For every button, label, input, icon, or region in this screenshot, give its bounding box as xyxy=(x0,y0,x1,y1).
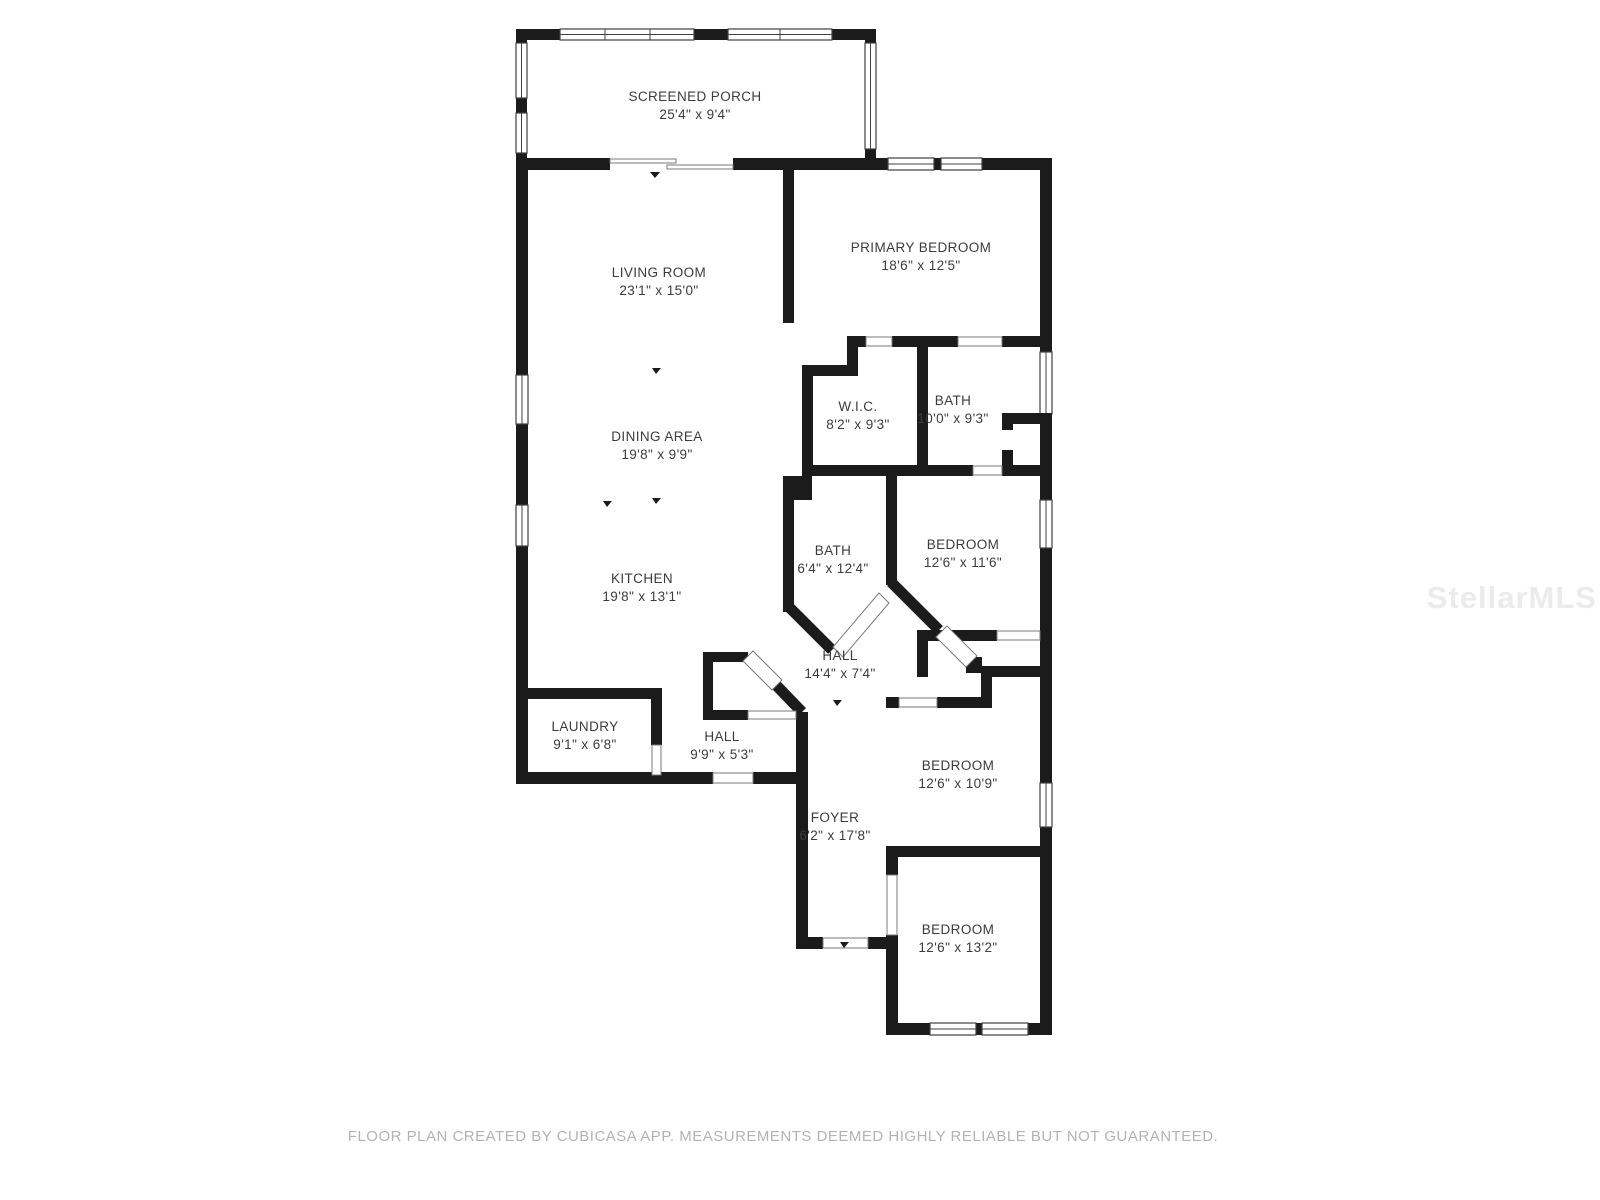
room-name: DINING AREA xyxy=(611,429,703,444)
room-label-bedroom-2 xyxy=(924,537,1002,570)
room-dims: 12'6" x 13'2" xyxy=(918,940,998,955)
room-dims: 12'6" x 10'9" xyxy=(918,776,998,791)
room-name: BEDROOM xyxy=(926,537,1000,552)
stellar-mls-watermark: StellarMLS xyxy=(1426,580,1597,615)
room-label-kitchen xyxy=(602,571,681,604)
room-dims: 6'4" x 12'4" xyxy=(797,561,869,576)
room-dims: 9'1" x 6'8" xyxy=(553,737,617,752)
room-label-primary-bath xyxy=(917,393,988,426)
room-dims: 23'1" x 15'0" xyxy=(619,283,699,298)
room-name: SCREENED PORCH xyxy=(628,89,762,104)
room-name: LIVING ROOM xyxy=(611,265,707,280)
room-label-hall-2 xyxy=(690,729,753,762)
room-label-screened-porch xyxy=(628,89,761,122)
room-dims: 12'6" x 11'6" xyxy=(923,555,1003,570)
room-name: BATH xyxy=(934,393,972,408)
room-dims: 10'0" x 9'3" xyxy=(917,411,989,426)
interior-walls xyxy=(516,158,1052,857)
room-name: HALL xyxy=(704,729,740,744)
room-dims: 25'4" x 9'4" xyxy=(659,107,731,122)
room-name: HALL xyxy=(822,648,858,663)
room-name: BEDROOM xyxy=(921,922,995,937)
room-label-wic xyxy=(826,399,889,432)
diagonal-walls xyxy=(775,582,939,712)
room-dims: 8'2" x 9'3" xyxy=(826,417,890,432)
room-name: W.I.C. xyxy=(838,399,878,414)
footer-text: FLOOR PLAN CREATED BY CUBICASA APP. MEASUREMENTS DEEMED HIGHLY RELIABLE BUT NOT GUARANTEED. xyxy=(347,1128,1219,1145)
room-dims: 6'2" x 17'8" xyxy=(799,828,871,843)
room-label-bedroom-4 xyxy=(918,922,997,955)
room-name: FOYER xyxy=(810,810,860,825)
room-label-hall xyxy=(804,648,875,681)
room-dims: 19'8" x 9'9" xyxy=(621,447,693,462)
room-dims: 9'9" x 5'3" xyxy=(690,747,754,762)
room-name: PRIMARY BEDROOM xyxy=(850,240,992,255)
room-label-laundry xyxy=(551,719,618,752)
room-label-bedroom-3 xyxy=(918,758,997,791)
room-labels xyxy=(551,89,1002,955)
room-label-bath xyxy=(797,543,868,576)
room-label-living-room xyxy=(612,265,706,298)
room-dims: 19'8" x 13'1" xyxy=(602,589,682,604)
room-dims: 18'6" x 12'5" xyxy=(881,258,961,273)
room-label-dining-area xyxy=(611,429,702,462)
room-name: BEDROOM xyxy=(921,758,995,773)
room-label-foyer xyxy=(799,810,870,843)
room-name: LAUNDRY xyxy=(551,719,619,734)
room-label-primary-bedroom xyxy=(851,240,992,273)
room-dims: 14'4" x 7'4" xyxy=(804,666,876,681)
room-name: KITCHEN xyxy=(610,571,674,586)
room-name: BATH xyxy=(814,543,852,558)
